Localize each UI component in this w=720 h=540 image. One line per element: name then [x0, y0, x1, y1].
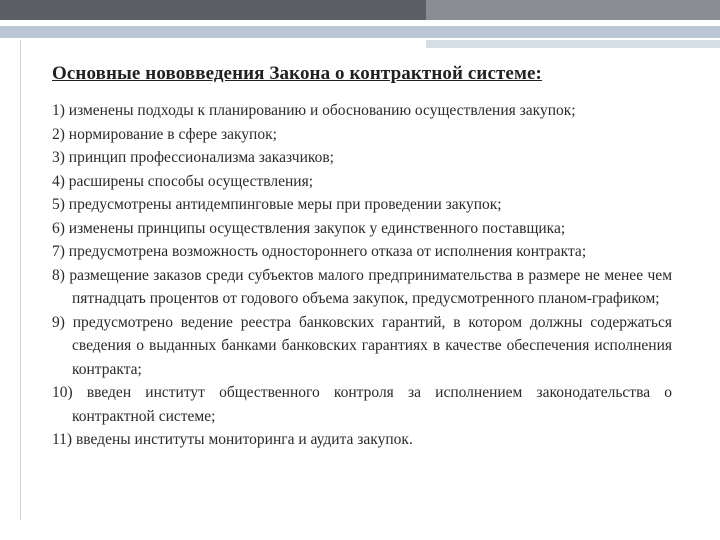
list — [52, 99, 672, 452]
list-item: 4) расширены способы осуществления; — [52, 172, 314, 190]
list-item: 3) принцип профессионализма заказчиков; — [52, 149, 334, 166]
header-strip-accent — [426, 40, 720, 48]
list-item: 8) размещение заказов среди субъектов малого предпринимательства в размере не менее чем пятнадцать процентов от годового объема закупок, предусмотренного планом-графиком; — [52, 266, 672, 307]
list-item: 7) предусмотрена возможность одностороннего отказа от исполнения контракта; — [52, 243, 587, 260]
list-item: 5) предусмотрены антидемпинговые меры при проведении закупок; — [52, 196, 502, 213]
list-item: 9) предусмотрено ведение реестра банковских гарантий, в котором должны содержаться сведения о выданных банками банковских гарантиях в качестве обеспечения исполнения контракта; — [52, 313, 672, 378]
list-item: 11) введены институты мониторинга и аудита закупок. — [52, 431, 413, 448]
header-strip — [0, 26, 720, 38]
left-divider — [20, 40, 21, 520]
header-band-accent — [426, 0, 720, 20]
slide-title: Основные нововведения Закона о контрактной системе: — [52, 63, 542, 84]
list-item: 2) нормирование в сфере закупок; — [52, 125, 277, 143]
list-item: 1) изменены подходы к планированию и обоснованию осуществления закупок; — [52, 102, 576, 119]
list-item: 6) изменены принципы осуществления закупок у единственного поставщика; — [52, 219, 566, 237]
list-item: 10) введен институт общественного контроля за исполнением законодательства о контрактной системе; — [52, 384, 672, 425]
